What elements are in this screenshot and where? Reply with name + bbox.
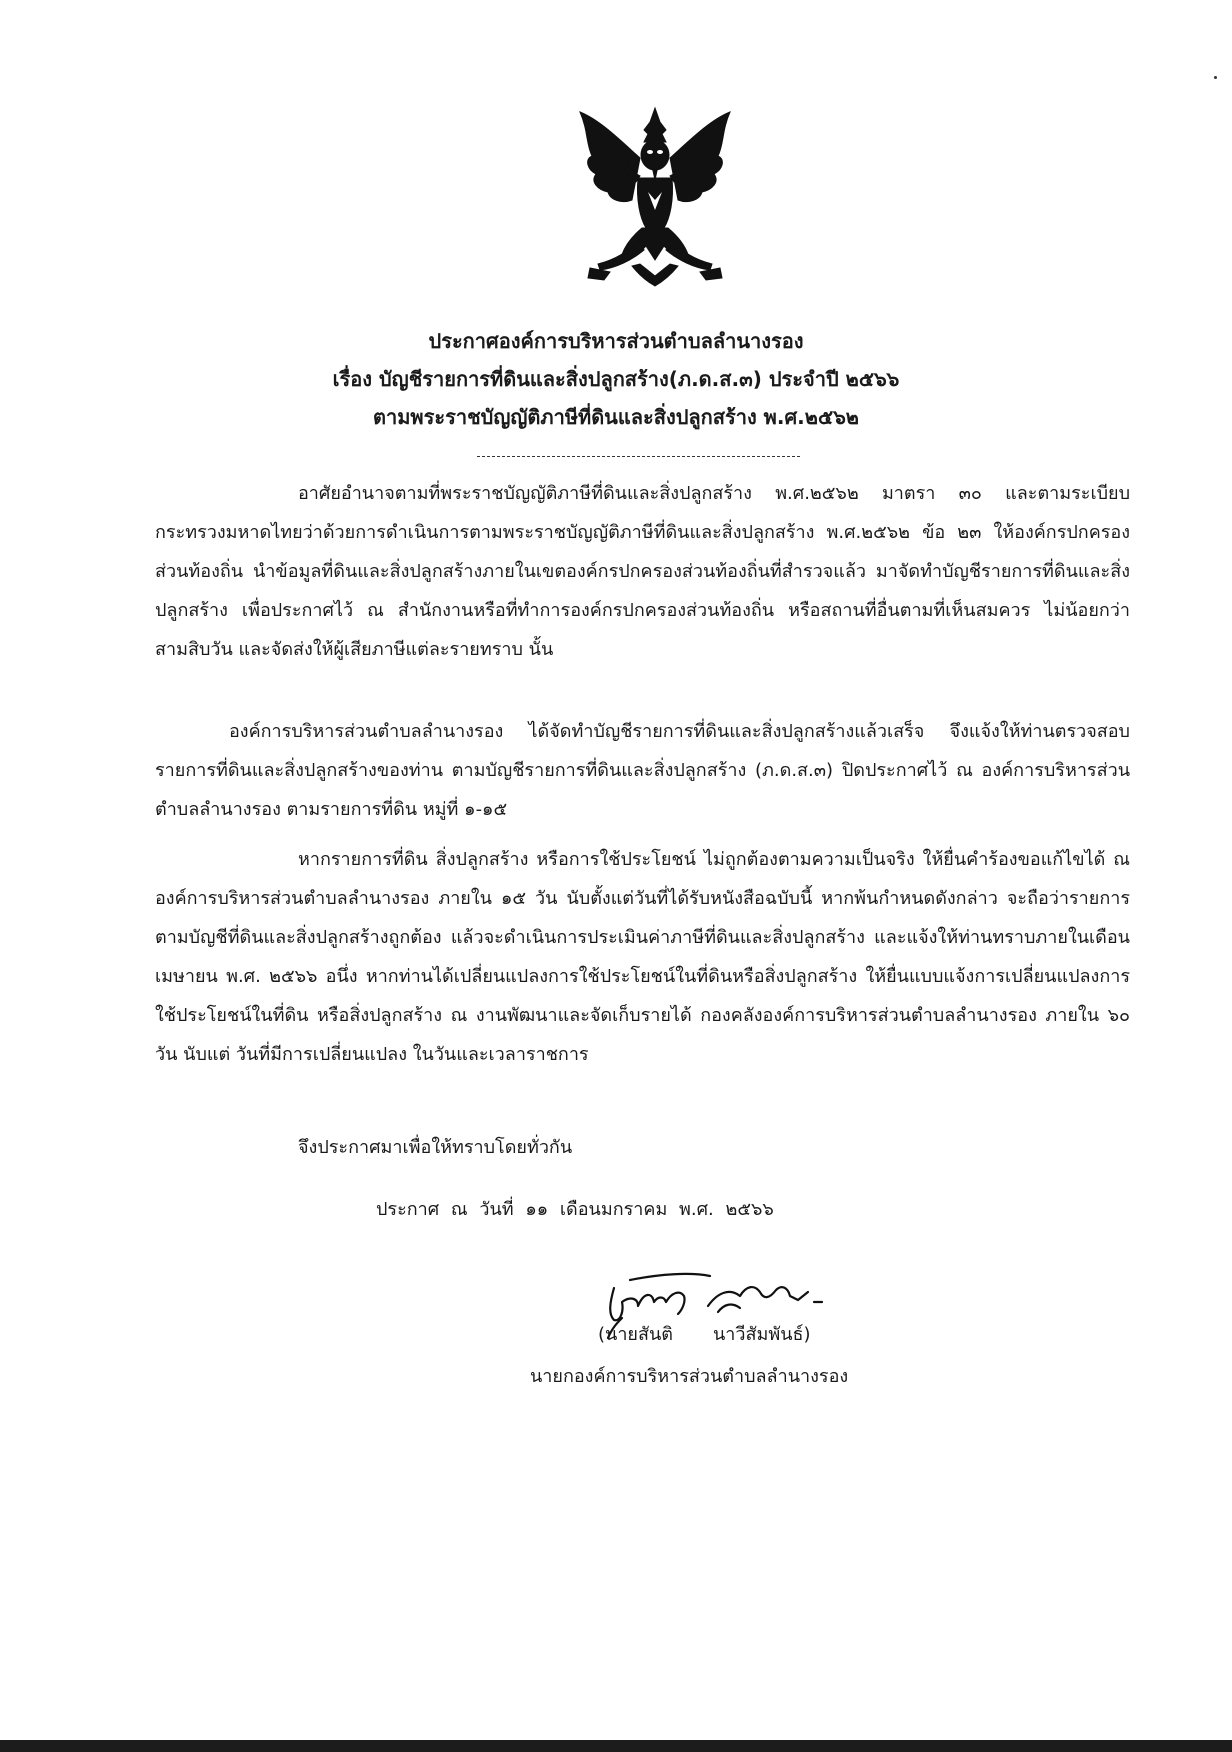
paragraph-2-text: องค์การบริหารส่วนตำบลลำนางรอง ได้จัดทำบัญชีรายการที่ดินและสิ่งปลูกสร้างแล้วเสร็จ จึงแจ้งให้ท่านตรวจสอบรายการที่ดินและสิ่งปลูกสร้างของท่าน ตามบัญชีรายการที่ดินและสิ่งปลูกสร้าง (ภ.ด.ส.๓) ปิดประกาศไว้ ณ องค์การบริหารส่วนตำบลลำนางรอง ตามรายการที่ดิน หมู่ที่ ๑-๑๕	[155, 721, 1130, 820]
paragraph-1-text: อาศัยอำนาจตามที่พระราชบัญญัติภาษีที่ดินและสิ่งปลูกสร้าง พ.ศ.๒๕๖๒ มาตรา ๓๐ และตามระเบียบกระทรวงมหาดไทยว่าด้วยการดำเนินการตามพระราชบัญญัติภาษีที่ดินและสิ่งปลูกสร้าง พ.ศ.๒๕๖๒ ข้อ ๒๓ ให้องค์กรปกครองส่วนท้องถิ่น นำข้อมูลที่ดินและสิ่งปลูกสร้างภายในเขตองค์กรปกครองส่วนท้องถิ่นที่สำรวจแล้ว มาจัดทำบัญชีรายการที่ดินและสิ่งปลูกสร้าง เพื่อประกาศไว้ ณ สำนักงานหรือที่ทำการองค์กรปกครองส่วนท้องถิ่น หรือสถานที่อื่นตามที่เห็นสมควร ไม่น้อยกว่าสามสิบวัน และจัดส่งให้ผู้เสียภาษีแต่ละรายทราบ นั้น	[155, 483, 1130, 660]
announcement-act: ตามพระราชบัญญัติภาษีที่ดินและสิ่งปลูกสร้าง พ.ศ.๒๕๖๒	[373, 405, 859, 429]
signer-name	[598, 1318, 811, 1352]
signer-position: นายกองค์การบริหารส่วนตำบลลำนางรอง	[530, 1366, 849, 1387]
body-paragraph-1	[155, 474, 1130, 669]
title-divider	[477, 456, 800, 457]
scan-bottom-edge	[0, 1740, 1232, 1752]
closing-sentence: จึงประกาศมาเพื่อให้ทราบโดยทั่วกัน	[298, 1137, 573, 1158]
announcement-title: ประกาศองค์การบริหารส่วนตำบลลำนางรอง	[428, 329, 804, 353]
scan-artifact-dot	[1214, 76, 1217, 79]
garuda-emblem-icon	[570, 100, 740, 295]
signer-name-suffix: นาวีสัมพันธ์)	[712, 1324, 811, 1345]
signer-name-prefix: (นายสันติ	[598, 1324, 673, 1345]
announcement-date: ประกาศ ณ วันที่ ๑๑ เดือนมกราคม พ.ศ. ๒๕๖๖	[376, 1199, 774, 1220]
body-paragraph-3	[155, 840, 1130, 1074]
paragraph-3-text: หากรายการที่ดิน สิ่งปลูกสร้าง หรือการใช้ประโยชน์ ไม่ถูกต้องตามความเป็นจริง ให้ยื่นคำร้องขอแก้ไขได้ ณ องค์การบริหารส่วนตำบลลำนางรอง ภายใน ๑๕ วัน นับตั้งแต่วันที่ได้รับหนังสือฉบับนี้ หากพ้นกำหนดดังกล่าว จะถือว่ารายการตามบัญชีที่ดินและสิ่งปลูกสร้างถูกต้อง แล้วจะดำเนินการประเมินค่าภาษีที่ดินและสิ่งปลูกสร้าง และแจ้งให้ท่านทราบภายในเดือน เมษายน พ.ศ. ๒๕๖๖ อนึ่ง หากท่านได้เปลี่ยนแปลงการใช้ประโยชน์ในที่ดินหรือสิ่งปลูกสร้าง ให้ยื่นแบบแจ้งการเปลี่ยนแปลงการใช้ประโยชน์ในที่ดิน หรือสิ่งปลูกสร้าง ณ งานพัฒนาและจัดเก็บรายได้ กองคลังองค์การบริหารส่วนตำบลลำนางรอง ภายใน ๖๐ วัน นับแต่ วันที่มีการเปลี่ยนแปลง ในวันและเวลาราชการ	[155, 849, 1130, 1065]
announcement-subject: เรื่อง บัญชีรายการที่ดินและสิ่งปลูกสร้าง(ภ.ด.ส.๓) ประจำปี ๒๕๖๖	[332, 367, 900, 391]
body-paragraph-2	[155, 712, 1130, 829]
